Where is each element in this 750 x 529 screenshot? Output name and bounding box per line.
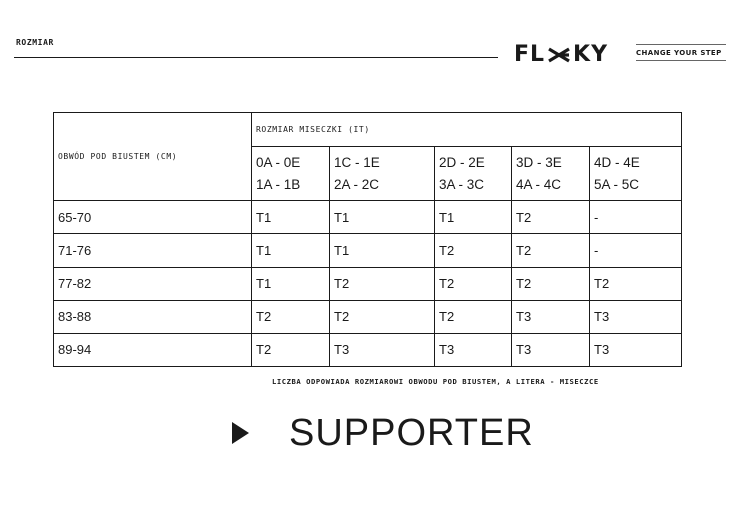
band-cell: 65-70 (54, 201, 252, 234)
size-cell: T3 (512, 300, 590, 333)
size-cell: T2 (435, 300, 512, 333)
size-cell: T1 (330, 234, 435, 267)
play-triangle-icon (232, 422, 249, 444)
size-cell: T2 (512, 201, 590, 234)
size-cell: T2 (512, 234, 590, 267)
size-cell: T2 (252, 300, 330, 333)
band-cell: 77-82 (54, 267, 252, 300)
table-row (54, 201, 682, 234)
cup-column-header: 1C - 1E 2A - 2C (330, 147, 435, 201)
table-row (54, 333, 682, 366)
cup-column-header: 3D - 3E 4A - 4C (512, 147, 590, 201)
cup-column-header: 2D - 2E 3A - 3C (435, 147, 512, 201)
brand-logo (514, 40, 608, 70)
row-header: OBWÓD POD BIUSTEM (CM) (54, 113, 252, 201)
size-cell: T2 (590, 267, 682, 300)
size-cell: T1 (252, 201, 330, 234)
brand-logo-right: KY (573, 42, 609, 67)
size-cell: - (590, 234, 682, 267)
size-table (53, 112, 682, 367)
band-cell: 83-88 (54, 300, 252, 333)
size-cell: T1 (435, 201, 512, 234)
size-cell: T1 (252, 234, 330, 267)
size-cell: T3 (435, 333, 512, 366)
section-label: ROZMIAR (16, 38, 54, 47)
brand-y-mark-icon (546, 40, 572, 70)
size-cell: T2 (330, 300, 435, 333)
cup-column-header: 0A - 0E 1A - 1B (252, 147, 330, 201)
table-row (54, 267, 682, 300)
table-row (54, 300, 682, 333)
size-cell: T2 (512, 267, 590, 300)
size-cell: T3 (590, 300, 682, 333)
cup-column-header: 4D - 4E 5A - 5C (590, 147, 682, 201)
size-cell: T3 (590, 333, 682, 366)
header-divider (14, 57, 498, 58)
size-cell: T1 (252, 267, 330, 300)
size-cell: T3 (330, 333, 435, 366)
size-cell: T2 (252, 333, 330, 366)
product-heading (232, 408, 534, 458)
size-cell: T2 (330, 267, 435, 300)
size-cell: T2 (435, 267, 512, 300)
band-cell: 71-76 (54, 234, 252, 267)
product-name: SUPPORTER (289, 411, 534, 454)
table-footnote: LICZBA ODPOWIADA ROZMIAROWI OBWODU POD BIUSTEM, A LITERA - MISECZCE (272, 377, 599, 386)
size-cell: T3 (512, 333, 590, 366)
size-cell: - (590, 201, 682, 234)
brand-logo-left: FL (514, 42, 546, 67)
brand-tagline: CHANGE YOUR STEP (636, 44, 726, 61)
table-row (54, 234, 682, 267)
size-cell: T1 (330, 201, 435, 234)
size-cell: T2 (435, 234, 512, 267)
band-cell: 89-94 (54, 333, 252, 366)
group-header: ROZMIAR MISECZKI (IT) (252, 113, 682, 147)
